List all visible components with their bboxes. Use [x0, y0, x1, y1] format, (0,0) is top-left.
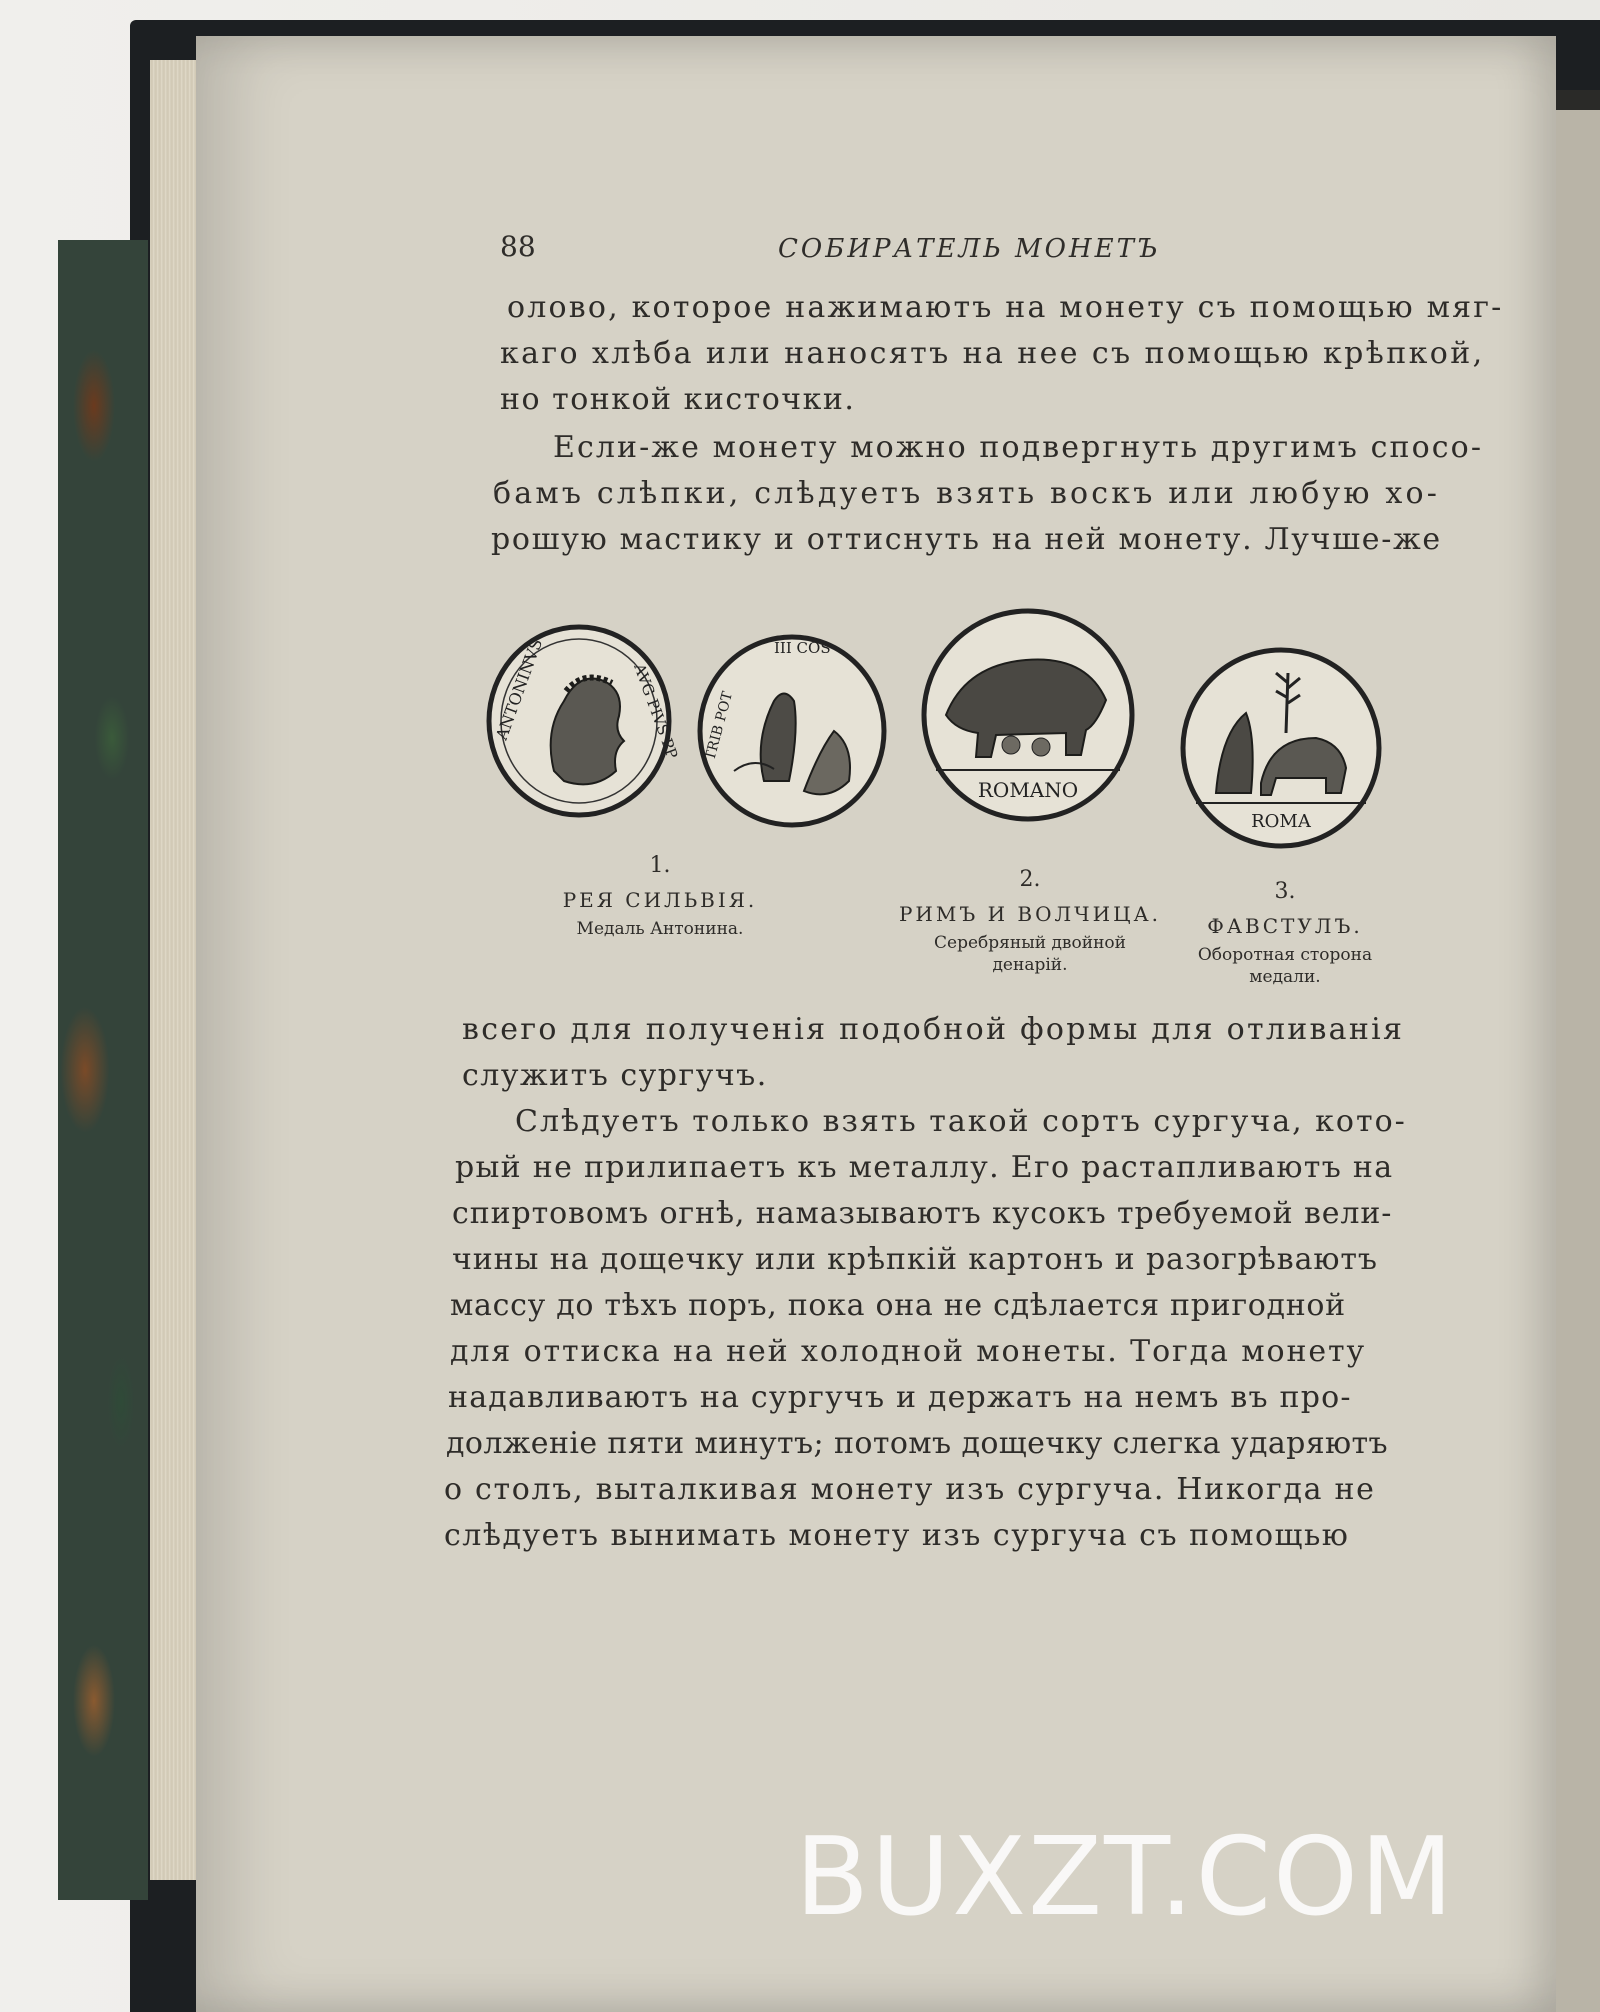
text-line: чины на дощечку или крѣпкій картонъ и разогрѣваютъ	[452, 1242, 1378, 1277]
figure-number: 2.	[1019, 867, 1041, 892]
text-line: рошую мастику и оттиснуть на ней монету. Лучше-же	[491, 522, 1442, 557]
figure-number: 1.	[649, 853, 671, 878]
figure-title: ФАВСТУЛЪ.	[1207, 914, 1363, 938]
marbled-endpaper	[58, 240, 148, 1900]
coin-faustulus-image	[1176, 643, 1386, 853]
text-line: всего для полученія подобной формы для отливанія	[462, 1012, 1405, 1047]
facing-page-edge	[1555, 110, 1600, 2012]
figure-subtitle: Оборотная сторона	[1197, 945, 1373, 965]
coin-rhea-silvia-image	[694, 631, 890, 831]
figure-subtitle: медали.	[1249, 967, 1321, 987]
text-line: надавливаютъ на сургучъ и держатъ на немъ въ про-	[448, 1380, 1352, 1415]
figure-subtitle: денарій.	[992, 955, 1068, 975]
text-line: олово, которое нажимаютъ на монету съ помощью мяг-	[507, 290, 1504, 325]
coin-legend: III COS	[774, 639, 831, 657]
text-line: рый не прилипаетъ къ металлу. Его растапливаютъ на	[455, 1150, 1394, 1185]
text-line: спиртовомъ огнѣ, намазываютъ кусокъ требуемой вели-	[452, 1196, 1393, 1231]
running-head	[500, 230, 1180, 280]
figure-subtitle: Медаль Антонина.	[576, 919, 744, 939]
text-line: служитъ сургучъ.	[462, 1058, 768, 1093]
page-number: 88	[500, 230, 536, 263]
figure-number: 3.	[1274, 879, 1296, 904]
coin-legend: ANTONINVS	[491, 636, 547, 743]
text-line: но тонкой кисточки.	[500, 382, 856, 417]
figure-caption-3	[1170, 879, 1400, 988]
text-line: для оттиска на ней холодной монеты. Тогда монету	[450, 1334, 1367, 1369]
text-line: Слѣдуетъ только взять такой сортъ сургуча, кото-	[515, 1104, 1407, 1139]
text-line: о столъ, выталкивая монету изъ сургуча. Никогда не	[444, 1472, 1376, 1507]
text-line: слѣдуетъ вынимать монету изъ сургуча съ помощью	[444, 1518, 1350, 1553]
text-line: долженіе пяти минутъ; потомъ дощечку слегка ударяютъ	[446, 1426, 1389, 1461]
figure-title: РИМЪ И ВОЛЧИЦА.	[898, 902, 1162, 926]
coin-figures	[480, 605, 1400, 1025]
coin-legend: ROMA	[1251, 811, 1311, 832]
text-line: бамъ слѣпки, слѣдуетъ взять воскъ или любую хо-	[493, 476, 1441, 511]
figure-title: РЕЯ СИЛЬВІЯ.	[562, 888, 758, 912]
figure-caption-2	[890, 867, 1170, 976]
running-title: СОБИРАТЕЛЬ МОНЕТЪ	[778, 234, 1161, 264]
coin-legend: TRIB POT	[702, 689, 737, 763]
coin-she-wolf-image	[916, 605, 1140, 829]
figure-subtitle: Серебряный двойной	[934, 933, 1126, 953]
text-line: массу до тѣхъ поръ, пока она не сдѣлается пригодной	[450, 1288, 1346, 1323]
text-line: Если-же монету можно подвергнуть другимъ спосо-	[553, 430, 1484, 465]
coin-legend: AVG PIVS PP	[630, 661, 682, 762]
figure-caption-1	[540, 853, 780, 940]
coin-antoninus-image	[484, 621, 682, 821]
coin-legend: ROMANO	[977, 778, 1079, 802]
watermark: BUXZT.COM	[795, 1815, 1456, 1940]
text-line: каго хлѣба или наносятъ на нее съ помощью крѣпкой,	[500, 336, 1485, 371]
